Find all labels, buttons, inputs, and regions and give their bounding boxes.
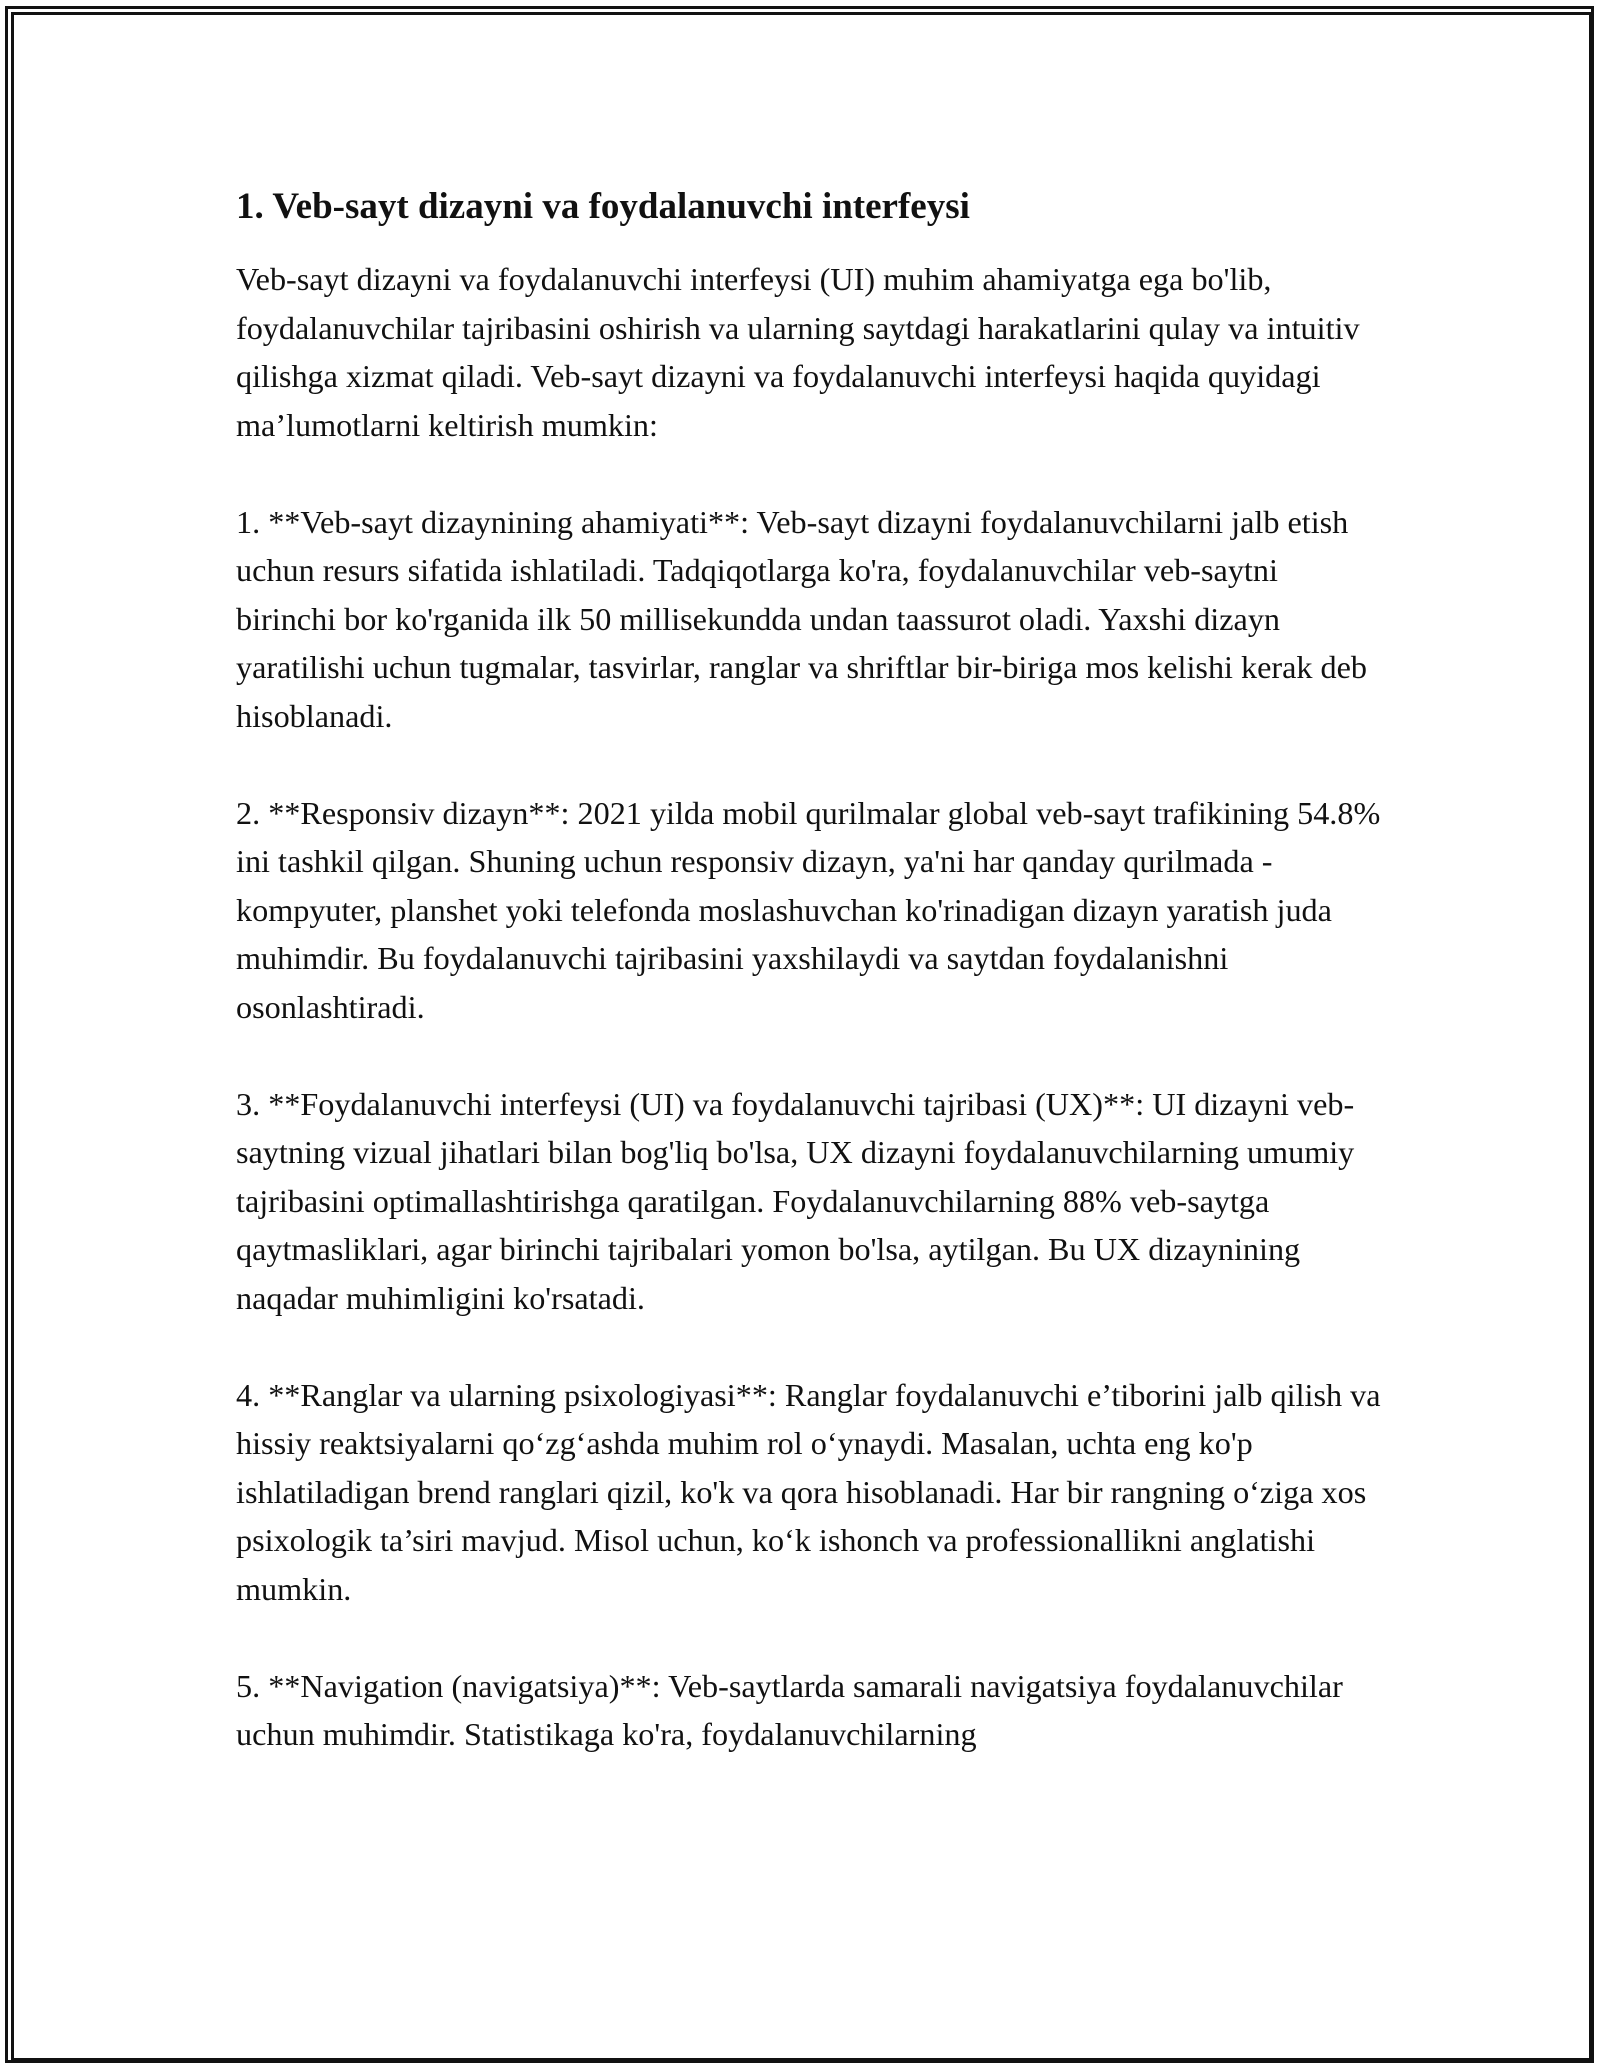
item-1-paragraph: 1. **Veb-sayt dizaynining ahamiyati**: Veb-sayt dizayni foydalanuvchilarni jalb etish uchun resurs sifatida ishlatiladi. Tadqiqotlarga ko'ra, foydalanuvchilar veb-saytni birinchi bor ko'rganida ilk 50 millisekundda undan taassurot oladi. Yaxshi dizayn yaratilishi uchun tugmalar, tasvirlar, ranglar va shriftlar bir-biriga mos kelishi kerak deb hisoblanadi. (236, 503, 1368, 734)
item-2-paragraph: 2. **Responsiv dizayn**: 2021 yilda mobil qurilmalar global veb-sayt trafikining 54.8% ini tashkil qilgan. Shuning uchun responsiv dizayn, ya'ni har qanday qurilmada - kompyuter, planshet yoki telefonda moslashuvchan ko'rinadigan dizayn yaratish juda muhimdir. Bu foydalanuvchi tajribasini yaxshilaydi va saytdan foydalanishni osonlashtiradi. (236, 794, 1381, 1025)
intro-paragraph: Veb-sayt dizayni va foydalanuvchi interfeysi (UI) muhim ahamiyatga ega bo'lib, foydalanuvchilar tajribasini oshirish va ularning saytdagi harakatlarini qulay va intuitiv qilishga xizmat qiladi. Veb-sayt dizayni va foydalanuvchi interfeysi haqida quyidagi ma’lumotlarni keltirish mumkin: (236, 261, 1360, 443)
item-3-paragraph: 3. **Foydalanuvchi interfeysi (UI) va foydalanuvchi tajribasi (UX)**: UI dizayni veb-saytning vizual jihatlari bilan bog'liq bo'lsa, UX dizayni foydalanuvchilarning umumiy tajribasini optimallashtirishga qaratilgan. Foydalanuvchilarning 88% veb-saytga qaytmasliklari, agar birinchi tajribalari yomon bo'lsa, aytilgan. Bu UX dizaynining naqadar muhimligini ko'rsatadi. (236, 1085, 1355, 1316)
section-heading: 1. Veb-sayt dizayni va foydalanuvchi interfeysi (236, 186, 970, 227)
document-body (236, 183, 1386, 1807)
item-4-paragraph: 4. **Ranglar va ularning psixologiyasi**: Ranglar foydalanuvchi e’tiborini jalb qilish va hissiy reaktsiyalarni qo‘zg‘ashda muhim rol o‘ynaydi. Masalan, uchta eng ko'p ishlatiladigan brend ranglari qizil, ko'k va qora hisoblanadi. Har bir rangning o‘ziga xos psixologik ta’siri mavjud. Misol uchun, ko‘k ishonch va professionallikni anglatishi mumkin. (236, 1376, 1381, 1607)
item-5-paragraph: 5. **Navigation (navigatsiya)**: Veb-saytlarda samarali navigatsiya foydalanuvchilar uchun muhimdir. Statistikaga ko'ra, foydalanuvchilarning (236, 1667, 1343, 1752)
